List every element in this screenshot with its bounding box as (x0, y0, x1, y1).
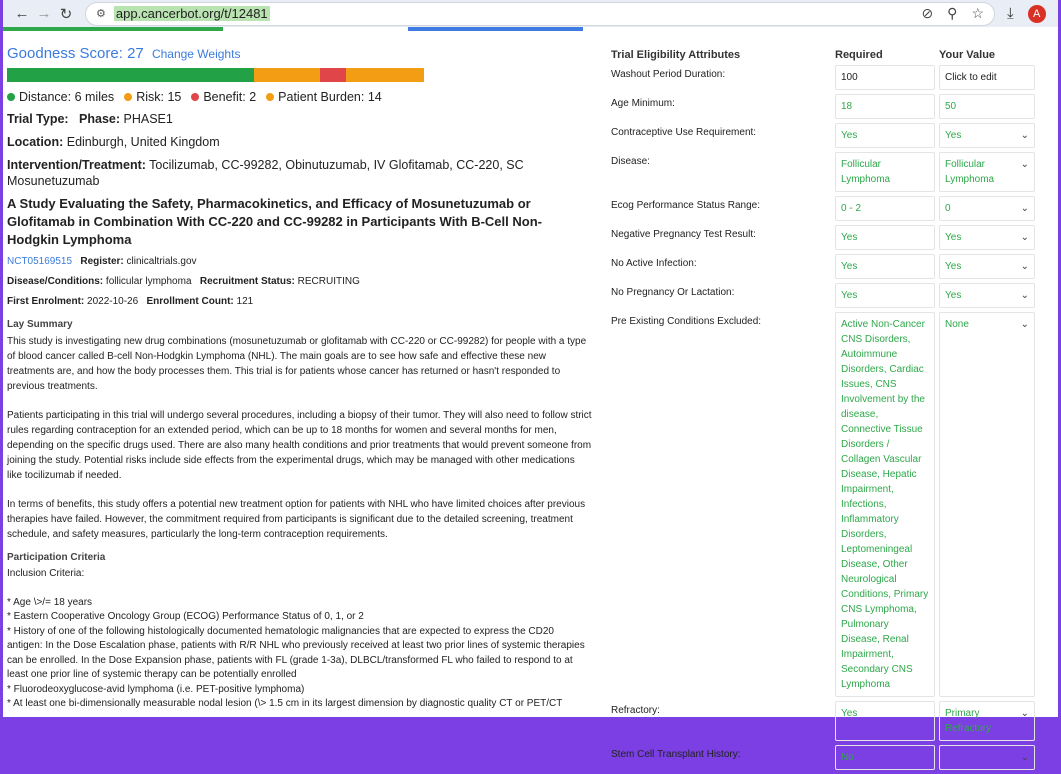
your-value-text: Click to edit (945, 72, 997, 83)
metric-burden: Patient Burden: 14 (266, 90, 382, 104)
score-bar-risk (254, 68, 320, 82)
eligibility-row (611, 123, 1051, 148)
status-dot-icon (266, 93, 274, 101)
your-value-text: Yes (945, 232, 962, 243)
lay-summary-paragraph: Patients participating in this trial will undergo several procedures, including a biopsy of their tumor. They will also need to follow strict rules regarding contraception for an extended period, which can be up to 18 months for women and several months for men, depending on the specific drugs used. There are also many health conditions and prior treatments that would prevent someone from joining the study. Potential risks include side effects from the experimental drugs, which may be managed with other medications like tocilizumab if needed. (7, 410, 592, 481)
goodness-score-label: Goodness Score: 27 (7, 45, 144, 62)
required-value: Yes (835, 283, 935, 308)
trial-location: Location: Edinburgh, United Kingdom (7, 135, 220, 149)
attribute-label: Refractory: (611, 705, 660, 716)
attribute-label: Ecog Performance Status Range: (611, 200, 760, 211)
chevron-down-icon[interactable]: ⌄ (1020, 203, 1029, 214)
url-text[interactable]: app.cancerbot.org/t/12481 (115, 6, 268, 21)
status-dot-icon (191, 93, 199, 101)
criteria-item: * At least one bi-dimensionally measurable nodal lesion (\> 1.5 cm in its largest dimension by diagnostic quality CT or PET/CT (7, 698, 563, 709)
eligibility-row (611, 65, 1051, 90)
back-arrow-icon[interactable]: ← (14, 5, 30, 22)
required-value: Yes (835, 123, 935, 148)
your-value-input[interactable] (939, 94, 1035, 119)
eligibility-panel (611, 49, 1051, 774)
eligibility-row (611, 283, 1051, 308)
attribute-label: Negative Pregnancy Test Result: (611, 229, 756, 240)
forward-arrow-icon[interactable]: → (36, 5, 52, 22)
attribute-label: Age Minimum: (611, 98, 675, 109)
zoom-icon[interactable]: ⚲ (947, 5, 958, 21)
score-bar (7, 68, 424, 82)
criteria-item: * Eastern Cooperative Oncology Group (ECOG) Performance Status of 0, 1, or 2 (7, 611, 364, 622)
your-value-select[interactable] (939, 312, 1035, 697)
browser-toolbar (3, 0, 1058, 27)
required-value: Yes (835, 254, 935, 279)
score-bar-benefit (320, 68, 346, 82)
header-attributes: Trial Eligibility Attributes (611, 49, 741, 61)
metric-distance: Distance: 6 miles (7, 90, 114, 104)
eligibility-row (611, 94, 1051, 119)
your-value-select[interactable] (939, 123, 1035, 148)
your-value-select[interactable] (939, 225, 1035, 250)
attribute-label: No Pregnancy Or Lactation: (611, 287, 735, 298)
chevron-down-icon[interactable]: ⌄ (1020, 159, 1029, 170)
trial-type: Trial Type: Phase: PHASE1 (7, 112, 173, 126)
required-value: 100 (835, 65, 935, 90)
your-value-select[interactable] (939, 152, 1035, 192)
chevron-down-icon[interactable]: ⌄ (1020, 232, 1029, 243)
chevron-down-icon[interactable]: ⌄ (1020, 130, 1029, 141)
reload-icon[interactable]: ↻ (59, 5, 73, 23)
chevron-down-icon[interactable]: ⌄ (1020, 261, 1029, 272)
attribute-label: Stem Cell Transplant History: (611, 749, 741, 760)
nct-link[interactable]: NCT05169515 (7, 256, 73, 267)
trial-meta-1: NCT05169515 Register: clinicaltrials.gov (7, 256, 197, 267)
download-icon[interactable]: ⤓ (1007, 5, 1014, 22)
eligibility-row (611, 225, 1051, 250)
chevron-down-icon[interactable]: ⌄ (1020, 319, 1029, 330)
status-dot-icon (7, 93, 15, 101)
goodness-score (7, 45, 592, 62)
your-value-select[interactable] (939, 283, 1035, 308)
your-value-select[interactable] (939, 745, 1035, 770)
trial-meta-2: Disease/Conditions: follicular lymphoma Recruitment Status: RECRUITING (7, 276, 360, 287)
required-value: 18 (835, 94, 935, 119)
lay-summary-paragraph: This study is investigating new drug combinations (mosunetuzumab or glofitamab with CC-220 or CC-99282) for people with a type of blood cancer called B-cell Non-Hodgkin Lymphoma (NHL). The main goals are to see how safe and effective these new treatments are, and how the body processes them. This trial is for patients whose cancer has returned or hasn't responded to previous treatments. (7, 336, 587, 392)
metric-benefit: Benefit: 2 (191, 90, 256, 104)
required-value: Yes (835, 701, 935, 741)
address-bar[interactable] (85, 2, 995, 26)
your-value-text: 50 (945, 101, 957, 112)
criteria-item: * Age \>/= 18 years (7, 596, 93, 608)
trial-meta-3: First Enrolment: 2022-10-26 Enrollment Count: 121 (7, 296, 254, 307)
eye-off-icon[interactable]: ⊘ (921, 5, 934, 21)
header-required: Required (835, 49, 883, 61)
lay-summary-paragraph: In terms of benefits, this study offers a potential new treatment option for patients with NHL who have limited choices after previous therapies have failed. However, the commitment required from participants is significant due to the detailed screening, treatment schedule, and safety measures, particularly the long-term contraception requirements. (7, 499, 586, 540)
metric-risk: Risk: 15 (124, 90, 181, 104)
chevron-down-icon[interactable]: ⌄ (1020, 708, 1029, 719)
header-your-value: Your Value (939, 49, 996, 61)
required-value: Follicular Lymphoma (835, 152, 935, 192)
trial-details (7, 45, 592, 712)
eligibility-row (611, 701, 1051, 741)
profile-avatar[interactable]: A (1028, 5, 1046, 23)
eligibility-header (611, 49, 1051, 61)
your-value-input[interactable] (939, 65, 1035, 90)
your-value-text: Yes (945, 290, 962, 301)
attribute-label: Washout Period Duration: (611, 69, 726, 80)
your-value-select[interactable] (939, 701, 1035, 741)
chevron-down-icon[interactable]: ⌄ (1020, 752, 1029, 763)
required-value: 0 - 2 (835, 196, 935, 221)
trial-title: A Study Evaluating the Safety, Pharmacokinetics, and Efficacy of Mosunetuzumab or Glofitamab in Combination With CC-220 and CC-99282 in Participants With B-Cell Non-Hodgkin Lymphoma (7, 196, 542, 247)
your-value-text: Primary Refractory (945, 708, 992, 734)
your-value-text: None (945, 319, 969, 330)
eligibility-rows (611, 65, 1051, 770)
score-bar-burden (346, 68, 424, 82)
attribute-label: Contraceptive Use Requirement: (611, 127, 757, 138)
required-value: Yes (835, 225, 935, 250)
inclusion-label: Inclusion Criteria: (7, 568, 85, 579)
eligibility-row (611, 745, 1051, 770)
score-metrics (7, 90, 592, 104)
lay-summary-heading: Lay Summary (7, 319, 73, 330)
eligibility-row (611, 312, 1051, 697)
criteria-item: * History of one of the following histologically documented hematologic malignancies that are expected to express the CD20 antigen: In the Dose Escalation phase, patients with R/R NHL who previously received at least two prior lines of systemic therapies can be enrolled. In the Dose Expansion phase, patients with FL (grade 1-3a), DLBCL/transformed FL who failed to respond to at least one prior line of systemic therapy can be potentially enrolled (7, 625, 585, 680)
your-value-select[interactable] (939, 196, 1035, 221)
criteria-item: * Fluorodeoxyglucose-avid lymphoma (i.e. PET-positive lymphoma) (7, 683, 305, 695)
trial-intervention: Intervention/Treatment: Tocilizumab, CC-99282, Obinutuzumab, IV Glofitamab, CC-220, SC Mosunetuzumab (7, 158, 524, 188)
change-weights-link[interactable]: Change Weights (151, 47, 241, 61)
app-window (3, 0, 1058, 763)
your-value-text: 0 (945, 203, 951, 214)
required-value: Active Non-Cancer CNS Disorders, Autoimmune Disorders, Cardiac Issues, CNS Involvement by the disease, Connective Tissue Disorders / Collagen Vascular Disease, Hepatic Impairment, Infections, Inflammatory Disorders, Leptomeningeal Disease, Other Neurological Conditions, Primary CNS Lymphoma, Pulmonary Disease, Renal Impairment, Secondary CNS Lymphoma (835, 312, 935, 697)
status-dot-icon (124, 93, 132, 101)
eligibility-row (611, 196, 1051, 221)
attribute-label: Pre Existing Conditions Excluded: (611, 316, 762, 327)
eligibility-row (611, 152, 1051, 192)
attribute-label: Disease: (611, 156, 650, 167)
chevron-down-icon[interactable]: ⌄ (1020, 290, 1029, 301)
your-value-text: Yes (945, 130, 962, 141)
required-value: No (835, 745, 935, 770)
site-settings-icon[interactable]: ⚙ (96, 8, 106, 20)
criteria-heading: Participation Criteria (7, 552, 106, 563)
attribute-label: No Active Infection: (611, 258, 697, 269)
your-value-text: Follicular Lymphoma (945, 159, 995, 185)
eligibility-row (611, 254, 1051, 279)
score-bar-distance (7, 68, 254, 82)
your-value-text: Yes (945, 261, 962, 272)
your-value-select[interactable] (939, 254, 1035, 279)
bookmark-star-icon[interactable]: ☆ (971, 5, 984, 21)
